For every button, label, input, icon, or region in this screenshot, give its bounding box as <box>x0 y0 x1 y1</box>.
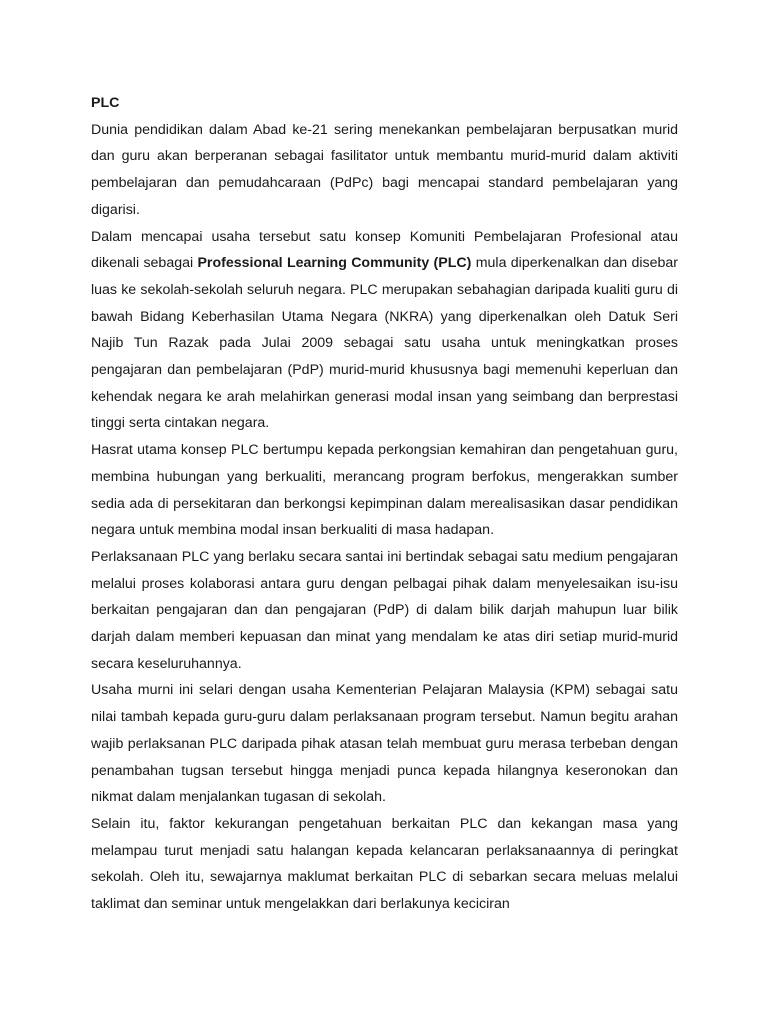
document-body <box>91 90 678 1024</box>
paragraph-4: Perlaksanaan PLC yang berlaku secara santai ini bertindak sebagai satu medium pengajaran melalui proses kolaborasi antara guru dengan pelbagai pihak dalam menyelesaikan isu-isu berkaitan pengajaran dan dan pengajaran (PdP) di dalam bilik darjah mahupun luar bilik darjah dalam memberi kepuasan dan minat yang mendalam ke atas diri setiap murid-murid secara keseluruhannya. <box>91 548 678 672</box>
paragraph-2-text-before: Dalam mencapai usaha tersebut satu konsep Komuniti Pembelajaran Profesional atau dikenali sebagai <box>91 228 678 272</box>
paragraph-1: Dunia pendidikan dalam Abad ke-21 sering menekankan pembelajaran berpusatkan murid dan guru akan berperanan sebagai fasilitator untuk membantu murid-murid dalam aktiviti pembelajaran dan pemudahcaraan (PdPc) bagi mencapai standard pembelajaran yang digarisi. <box>91 121 678 218</box>
paragraph-2 <box>91 224 678 438</box>
paragraph-3: Hasrat utama konsep PLC bertumpu kepada perkongsian kemahiran dan pengetahuan guru, membina hubungan yang berkualiti, merancang program berfokus, mengerakkan sumber sedia ada di persekitaran dan berkongsi kepimpinan dalam merealisasikan dasar pendidikan negara untuk membina modal insan berkualiti di masa hadapan. <box>91 442 678 539</box>
paragraph-6: Selain itu, faktor kekurangan pengetahuan berkaitan PLC dan kekangan masa yang melampau turut menjadi satu halangan kepada kelancaran perlaksanaannya di peringkat sekolah. Oleh itu, sewajarnya maklumat berkaitan PLC di sebarkan secara meluas melalui taklimat dan seminar untuk mengelakkan dari berlakunya keciciran <box>91 815 678 913</box>
document-heading: PLC <box>91 95 120 111</box>
plc-bold-term: Professional Learning Community (PLC) <box>197 255 472 272</box>
paragraph-2-text-after: mula diperkenalkan dan disebar luas ke sekolah-sekolah seluruh negara. PLC merupakan sebahagian daripada kualiti guru di bawah Bidang Keberhasilan Utama Negara (NKRA) yang diperkenalkan oleh Datuk Seri Najib Tun Razak pada Julai 2009 sebagai satu usaha untuk meningkatkan proses pengajaran dan pembelajaran (PdP) murid-murid khususnya bagi memenuhi keperluan dan kehendak negara ke arah melahirkan generasi modal insan yang seimbang dan berprestasi tinggi serta cintakan negara. <box>91 255 678 432</box>
paragraph-5: Usaha murni ini selari dengan usaha Kementerian Pelajaran Malaysia (KPM) sebagai satu nilai tambah kepada guru-guru dalam perlaksanaan program tersebut. Namun begitu arahan wajib perlaksanan PLC daripada pihak atasan telah membuat guru merasa terbeban dengan penambahan tugsan tersebut hingga menjadi punca kepada hilangnya keseronokan dan nikmat dalam menjalankan tugasan di sekolah. <box>91 682 678 806</box>
